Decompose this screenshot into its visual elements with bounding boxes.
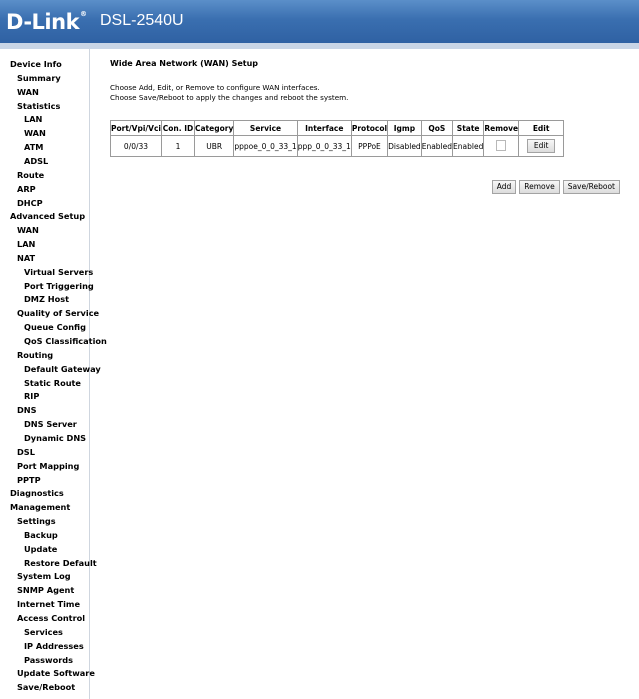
- main-content: [110, 59, 630, 103]
- column-header: Service: [234, 121, 297, 136]
- sidebar-item-management[interactable]: Management: [10, 502, 71, 513]
- sidebar-item-backup[interactable]: Backup: [24, 529, 58, 540]
- description-line: Choose Save/Reboot to apply the changes and reboot the system.: [110, 93, 349, 102]
- sidebar-item-dmz-host[interactable]: DMZ Host: [24, 294, 69, 305]
- cell-category: UBR: [194, 136, 233, 157]
- sidebar-item-update[interactable]: Update: [24, 543, 58, 554]
- sidebar-item-lan[interactable]: LAN: [24, 114, 43, 125]
- column-header: QoS: [421, 121, 452, 136]
- cell-remove: [484, 136, 519, 157]
- table-row: [111, 136, 564, 157]
- sidebar-item-wan[interactable]: WAN: [17, 225, 39, 236]
- sidebar-item-restore-default[interactable]: Restore Default: [24, 557, 97, 568]
- sidebar-item-dns-server[interactable]: DNS Server: [24, 419, 77, 430]
- sidebar-item-lan[interactable]: LAN: [17, 239, 36, 250]
- cell-port: 0/0/33: [111, 136, 162, 157]
- sidebar-item-rip[interactable]: RIP: [24, 391, 40, 402]
- remove-checkbox[interactable]: [496, 140, 506, 151]
- cell-interface: ppp_0_0_33_1: [297, 136, 351, 157]
- column-header: Con. ID: [161, 121, 194, 136]
- sidebar-item-statistics[interactable]: Statistics: [17, 100, 61, 111]
- sidebar-item-pptp[interactable]: PPTP: [17, 474, 41, 485]
- cell-edit: [519, 136, 564, 157]
- sidebar-item-routing[interactable]: Routing: [17, 349, 54, 360]
- header-divider: [0, 43, 639, 49]
- add-button[interactable]: Add: [492, 180, 517, 194]
- sidebar-item-quality-of-service[interactable]: Quality of Service: [17, 308, 100, 319]
- sidebar-item-port-mapping[interactable]: Port Mapping: [17, 460, 80, 471]
- sidebar-item-wan[interactable]: WAN: [24, 128, 46, 139]
- sidebar-item-atm[interactable]: ATM: [24, 142, 44, 153]
- sidebar-item-summary[interactable]: Summary: [17, 72, 61, 83]
- cell-igmp: Disabled: [388, 136, 422, 157]
- cell-service: pppoe_0_0_33_1: [234, 136, 297, 157]
- sidebar-item-settings[interactable]: Settings: [17, 516, 56, 527]
- sidebar-item-system-log[interactable]: System Log: [17, 571, 71, 582]
- column-header: Category: [194, 121, 233, 136]
- sidebar-item-dns[interactable]: DNS: [17, 405, 37, 416]
- header-bar: [0, 0, 639, 43]
- sidebar-item-queue-config[interactable]: Queue Config: [24, 322, 86, 333]
- sidebar-item-route[interactable]: Route: [17, 169, 45, 180]
- column-header: Igmp: [388, 121, 422, 136]
- sidebar-item-qos-classification[interactable]: QoS Classification: [24, 336, 107, 346]
- edit-button[interactable]: Edit: [527, 139, 555, 153]
- cell-con-id: 1: [161, 136, 194, 157]
- sidebar-item-virtual-servers[interactable]: Virtual Servers: [24, 266, 94, 277]
- action-buttons: [489, 174, 620, 194]
- sidebar-item-dsl[interactable]: DSL: [17, 446, 35, 457]
- column-header: Interface: [297, 121, 351, 136]
- sidebar-item-device-info[interactable]: Device Info: [10, 59, 62, 69]
- sidebar-item-adsl[interactable]: ADSL: [24, 155, 49, 166]
- sidebar-item-advanced-setup[interactable]: Advanced Setup: [10, 211, 86, 222]
- sidebar-item-internet-time[interactable]: Internet Time: [17, 599, 81, 610]
- sidebar-item-dynamic-dns[interactable]: Dynamic DNS: [24, 432, 87, 443]
- wan-table: [110, 120, 564, 157]
- page-description: [110, 83, 630, 103]
- dlink-logo: [6, 10, 87, 34]
- column-header: State: [453, 121, 484, 136]
- cell-protocol: PPPoE: [351, 136, 387, 157]
- model-name: DSL-2540U: [100, 12, 184, 29]
- sidebar-item-snmp-agent[interactable]: SNMP Agent: [17, 585, 75, 596]
- cell-state: Enabled: [453, 136, 484, 157]
- save-reboot-button[interactable]: Save/Reboot: [563, 180, 620, 194]
- sidebar-item-access-control[interactable]: Access Control: [17, 613, 86, 623]
- sidebar-item-save-reboot[interactable]: Save/Reboot: [17, 682, 76, 693]
- page-title: Wide Area Network (WAN) Setup: [110, 59, 259, 68]
- sidebar-item-diagnostics[interactable]: Diagnostics: [10, 488, 64, 499]
- description-line: Choose Add, Edit, or Remove to configure WAN interfaces.: [110, 83, 320, 92]
- sidebar-item-port-triggering[interactable]: Port Triggering: [24, 280, 94, 291]
- sidebar-item-dhcp[interactable]: DHCP: [17, 197, 43, 208]
- sidebar-item-wan[interactable]: WAN: [17, 86, 39, 97]
- sidebar-item-ip-addresses[interactable]: IP Addresses: [24, 640, 84, 651]
- sidebar-item-passwords[interactable]: Passwords: [24, 654, 74, 665]
- cell-qos: Enabled: [421, 136, 452, 157]
- sidebar-item-arp[interactable]: ARP: [17, 183, 36, 194]
- sidebar-item-static-route[interactable]: Static Route: [24, 377, 81, 388]
- remove-button[interactable]: Remove: [519, 180, 559, 194]
- column-header: Port/Vpi/Vci: [111, 121, 162, 136]
- column-header: Remove: [484, 121, 519, 136]
- sidebar-item-services[interactable]: Services: [24, 626, 63, 637]
- table-header-row: [111, 121, 564, 136]
- sidebar-item-update-software[interactable]: Update Software: [17, 668, 95, 679]
- column-header: Edit: [519, 121, 564, 136]
- sidebar: [0, 49, 107, 699]
- sidebar-item-default-gateway[interactable]: Default Gateway: [24, 363, 101, 374]
- column-header: Protocol: [351, 121, 387, 136]
- registered-mark: ®: [80, 10, 87, 18]
- sidebar-item-nat[interactable]: NAT: [17, 252, 36, 263]
- brand-name: D-Link: [6, 10, 80, 34]
